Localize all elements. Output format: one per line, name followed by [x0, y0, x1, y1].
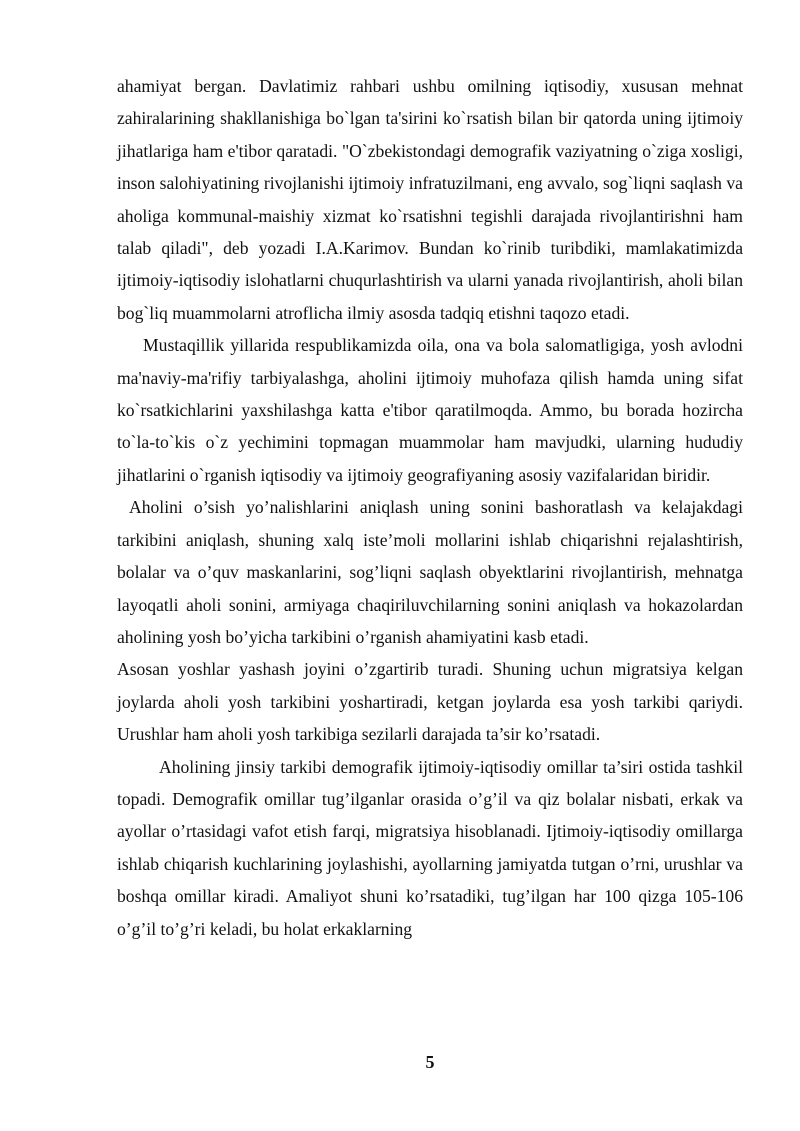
page-number: 5 — [425, 1052, 435, 1072]
paragraph-3: Aholini o’sish yo’nalishlarini aniqlash uning sonini bashoratlash va kelajakdagi tarkibini aniqlash, shuning xalq iste’moli mollarini ishlab chiqarishni rejalashtirish, bolalar va o’quv maskanlarini, sog’liqni saqlash obyektlarini rivojlantirish, mehnatga layoqatli aholi sonini, armiyaga chaqiriluvchilarning sonini aniqlash va hokazolardan aholining yosh bo’yicha tarkibini o’rganish ahamiyatini kasb etadi. — [117, 497, 743, 647]
paragraph-1: ahamiyat bergan. Davlatimiz rahbari ushbu omilning iqtisodiy, xususan mehnat zahiralarining shakllanishiga bo`lgan ta'sirini ko`rsatish bilan bir qatorda uning ijtimoiy jihatlariga ham e'tibor qaratadi. "O`zbekistondagi demografik vaziyatning o`ziga xosligi, inson salohiyatining rivojlanishi ijtimoiy infratuzilmani, eng avvalo, sog`liqni saqlash va aholiga kommunal-maishiy xizmat ko`rsatishni tegishli darajada rivojlantirishni ham talab qiladi", deb yozadi I.A.Karimov. Bundan ko`rinib turibdiki, mamlakatimizda ijtimoiy-iqtisodiy islohatlarni chuqurlashtirish va ularni yanada rivojlantirish, aholi bilan bog`liq muammolarni atroflicha ilmiy asosda tadqiq etishni taqozo etadi. — [117, 76, 743, 323]
paragraph-5: Aholining jinsiy tarkibi demografik ijtimoiy-iqtisodiy omillar ta’siri ostida tashkil topadi. Demografik omillar tug’ilganlar orasida o’g’il va qiz bolalar nisbati, erkak va ayollar o’rtasidagi vafot etish farqi, migratsiya hisoblanadi. Ijtimoiy-iqtisodiy omillarga ishlab chiqarish kuchlarining joylashishi, ayollarning jamiyatda tutgan o’rni, urushlar va boshqa omillar kiradi. Amaliyot shuni ko’rsatadiki, tug’ilgan har 100 qizga 105-106 o’g’il to’g’ri keladi, bu holat erkaklarning — [117, 756, 743, 939]
paragraph-4: Asosan yoshlar yashash joyini o’zgartirib turadi. Shuning uchun migratsiya kelgan joylarda aholi yosh tarkibini yoshartiradi, ketgan joylarda esa yosh tarkibi qariydi. Urushlar ham aholi yosh tarkibiga sezilarli darajada ta’sir ko’rsatadi. — [117, 659, 743, 745]
document-body — [117, 70, 743, 945]
paragraph-2: Mustaqillik yillarida respublikamizda oila, ona va bola salomatligiga, yosh avlodni ma'naviy-ma'rifiy tarbiyalashga, aholini ijtimoiy muhofaza qilish hamda uning sifat ko`rsatkichlarini yaxshilashga katta e'tibor qaratilmoqda. Ammo, bu borada hozircha to`la-to`kis o`z yechimini topmagan muammolar ham mavjudki, ularning hududiy jihatlarini o`rganish iqtisodiy va ijtimoiy geografiyaning asosiy vazifalaridan biridir. — [117, 335, 743, 485]
